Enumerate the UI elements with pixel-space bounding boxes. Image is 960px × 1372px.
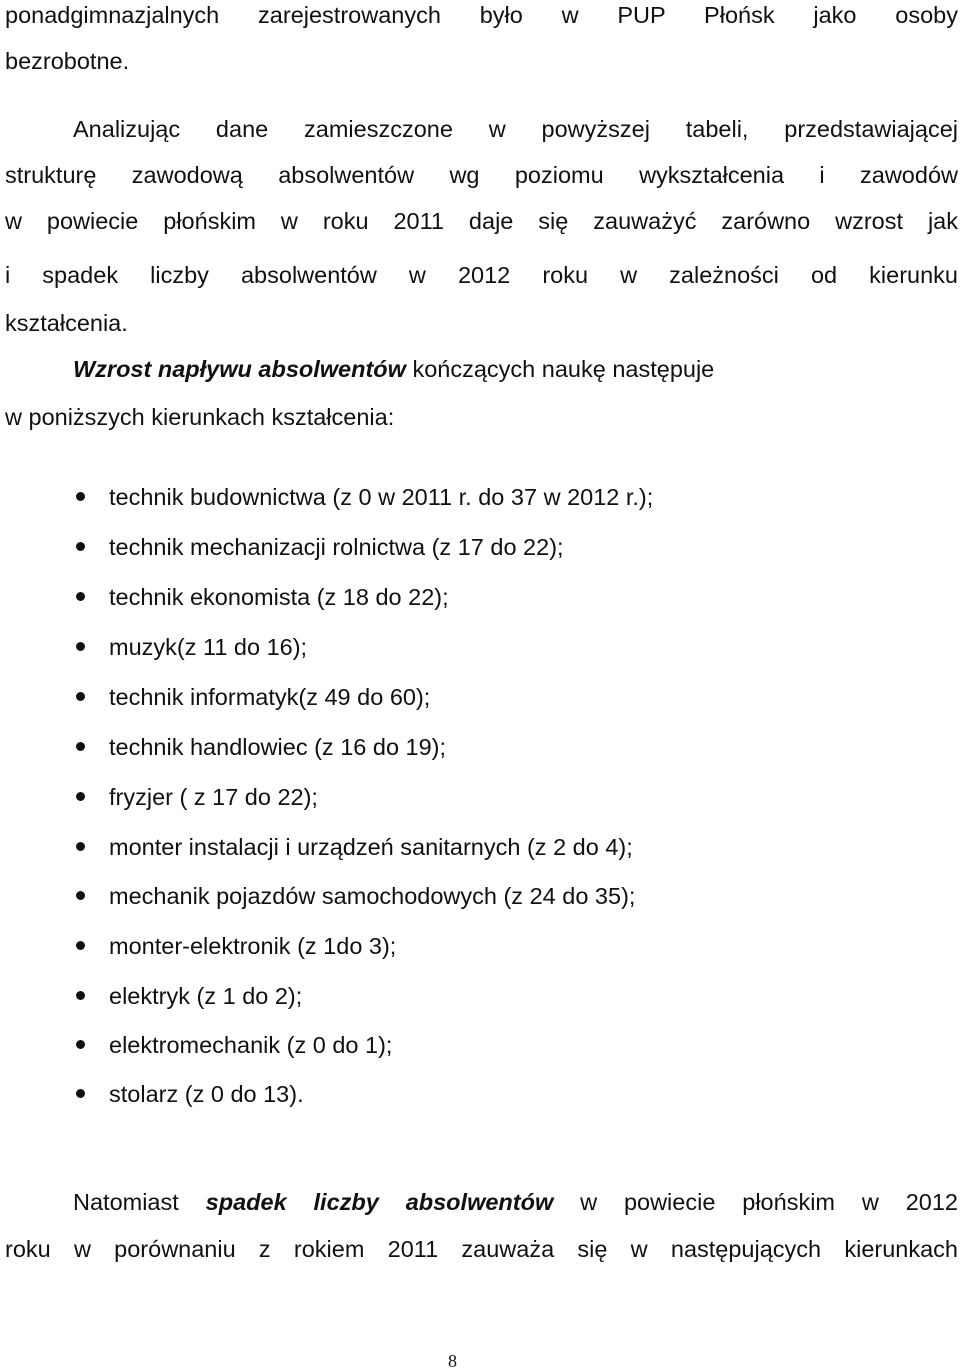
bullet-icon [76,492,85,501]
list-item-text: technik handlowiec (z 16 do 19); [109,734,447,760]
decline-suffix: w powiecie płońskim w 2012 [553,1189,958,1215]
list-item-text: elektryk (z 1 do 2); [109,983,303,1009]
bullet-icon [76,941,85,950]
bullet-icon [76,1040,85,1049]
intro-line-2: bezrobotne. [5,48,130,74]
list-item-text: fryzjer ( z 17 do 22); [109,784,318,810]
list-item-text: technik mechanizacji rolnictwa (z 17 do 22); [109,534,564,560]
growth-intro-line-1 [73,354,958,384]
analysis-line-4: i spadek liczby absolwentów w 2012 roku w zależności od kierunku [5,262,958,288]
decline-prefix: Natomiast [73,1189,206,1215]
list-item [0,981,960,1011]
list-item-text: muzyk(z 11 do 16); [109,634,308,660]
analysis-line-5: kształcenia. [5,310,128,336]
list-item [0,931,960,961]
list-item [0,582,960,612]
bullet-icon [76,692,85,701]
decline-line-2: roku w porównaniu z rokiem 2011 zauważa się w następujących kierunkach [5,1236,958,1262]
bullet-icon [76,792,85,801]
bullet-icon [76,991,85,1000]
list-item [0,632,960,662]
page-number: 8 [448,1351,457,1371]
intro-line-1: ponadgimnazjalnych zarejestrowanych było w PUP Płońsk jako osoby [5,2,958,28]
bullet-icon [76,891,85,900]
list-item-text: mechanik pojazdów samochodowych (z 24 do 35); [109,883,636,909]
list-item [0,482,960,512]
bullet-icon [76,642,85,651]
list-item [0,532,960,562]
list-item-text: technik ekonomista (z 18 do 22); [109,584,449,610]
list-item [0,832,960,862]
bullet-icon [76,742,85,751]
list-item-text: elektromechanik (z 0 do 1); [109,1032,393,1058]
list-item [0,1030,960,1060]
list-item [0,732,960,762]
growth-rest: kończących naukę następuje [405,356,715,382]
list-item-text: technik informatyk(z 49 do 60); [109,684,431,710]
list-item [0,1079,960,1109]
growth-intro-line-2: w poniższych kierunkach kształcenia: [5,404,395,430]
list-item [0,881,960,911]
analysis-line-3: w powiecie płońskim w roku 2011 daje się zauważyć zarówno wzrost jak [5,208,958,234]
list-item-text: technik budownictwa (z 0 w 2011 r. do 37 w 2012 r.); [109,484,654,510]
analysis-line-1: Analizując dane zamieszczone w powyższej tabeli, przedstawiającej [73,116,958,142]
decline-line-1 [73,1187,958,1217]
list-item-text: stolarz (z 0 do 13). [109,1081,304,1107]
growth-emphasis: Wzrost napływu absolwentów [73,356,406,382]
bullet-icon [76,1089,85,1098]
bullet-icon [76,842,85,851]
list-item-text: monter-elektronik (z 1do 3); [109,933,397,959]
bullet-icon [76,592,85,601]
list-item [0,682,960,712]
list-item-text: monter instalacji i urządzeń sanitarnych (z 2 do 4); [109,834,633,860]
bullet-icon [76,542,85,551]
decline-emphasis: spadek liczby absolwentów [205,1189,554,1215]
analysis-line-2: strukturę zawodową absolwentów wg poziomu wykształcenia i zawodów [5,162,958,188]
list-item [0,782,960,812]
